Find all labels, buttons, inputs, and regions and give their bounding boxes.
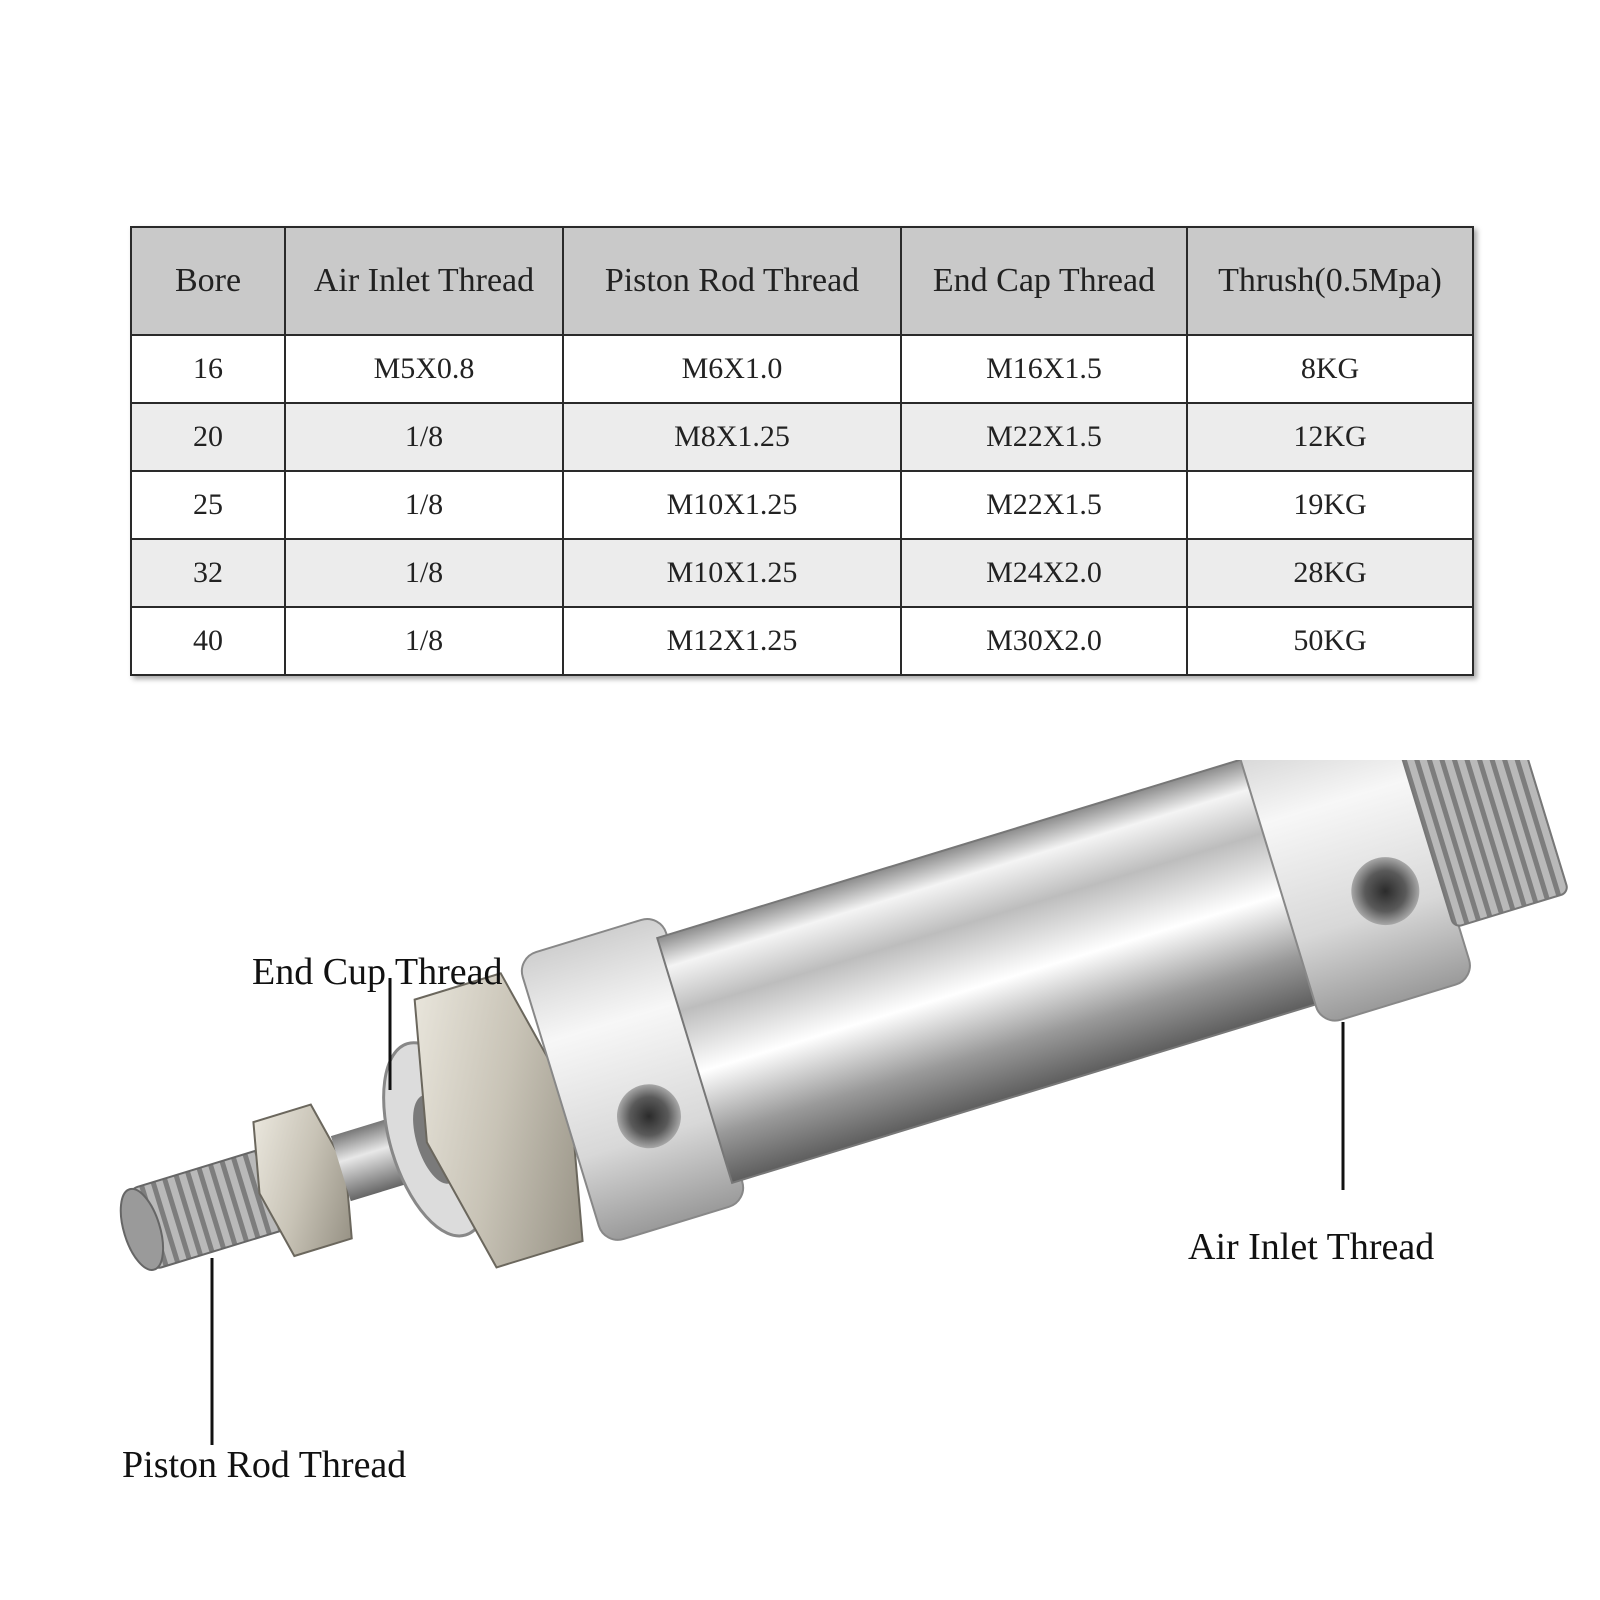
- cell-bore: 16: [131, 335, 285, 403]
- cell-air-inlet: M5X0.8: [285, 335, 563, 403]
- cell-thrust: 19KG: [1187, 471, 1473, 539]
- cell-bore: 20: [131, 403, 285, 471]
- cell-piston-rod: M10X1.25: [563, 471, 901, 539]
- cell-end-cap: M22X1.5: [901, 403, 1187, 471]
- cell-air-inlet: 1/8: [285, 471, 563, 539]
- cell-piston-rod: M12X1.25: [563, 607, 901, 675]
- cell-bore: 25: [131, 471, 285, 539]
- cell-bore: 32: [131, 539, 285, 607]
- air-inlet-thread-label: Air Inlet Thread: [1188, 1226, 1435, 1268]
- header-thrust: Thrush(0.5Mpa): [1187, 227, 1473, 335]
- end-cup-thread-label: End Cup Thread: [252, 951, 503, 993]
- cell-bore: 40: [131, 607, 285, 675]
- cell-air-inlet: 1/8: [285, 403, 563, 471]
- cell-end-cap: M16X1.5: [901, 335, 1187, 403]
- cylinder-body: [74, 760, 1585, 1378]
- cell-air-inlet: 1/8: [285, 607, 563, 675]
- cell-piston-rod: M10X1.25: [563, 539, 901, 607]
- table-row: [131, 335, 1473, 403]
- cell-piston-rod: M6X1.0: [563, 335, 901, 403]
- piston-rod-thread-label: Piston Rod Thread: [122, 1444, 407, 1486]
- header-air-inlet-thread: Air Inlet Thread: [285, 227, 563, 335]
- header-end-cap-thread: End Cap Thread: [901, 227, 1187, 335]
- header-bore: Bore: [131, 227, 285, 335]
- cell-thrust: 28KG: [1187, 539, 1473, 607]
- cell-air-inlet: 1/8: [285, 539, 563, 607]
- table-header-row: [131, 227, 1473, 335]
- cell-end-cap: M24X2.0: [901, 539, 1187, 607]
- cell-end-cap: M30X2.0: [901, 607, 1187, 675]
- cell-thrust: 12KG: [1187, 403, 1473, 471]
- cell-end-cap: M22X1.5: [901, 471, 1187, 539]
- cell-thrust: 8KG: [1187, 335, 1473, 403]
- cell-piston-rod: M8X1.25: [563, 403, 901, 471]
- spec-table: [130, 226, 1474, 676]
- cell-thrust: 50KG: [1187, 607, 1473, 675]
- table-row: [131, 539, 1473, 607]
- table-row: [131, 607, 1473, 675]
- cylinder-illustration: [0, 760, 1600, 1540]
- table-row: [131, 403, 1473, 471]
- header-piston-rod-thread: Piston Rod Thread: [563, 227, 901, 335]
- barrel: [657, 760, 1325, 1183]
- table-row: [131, 471, 1473, 539]
